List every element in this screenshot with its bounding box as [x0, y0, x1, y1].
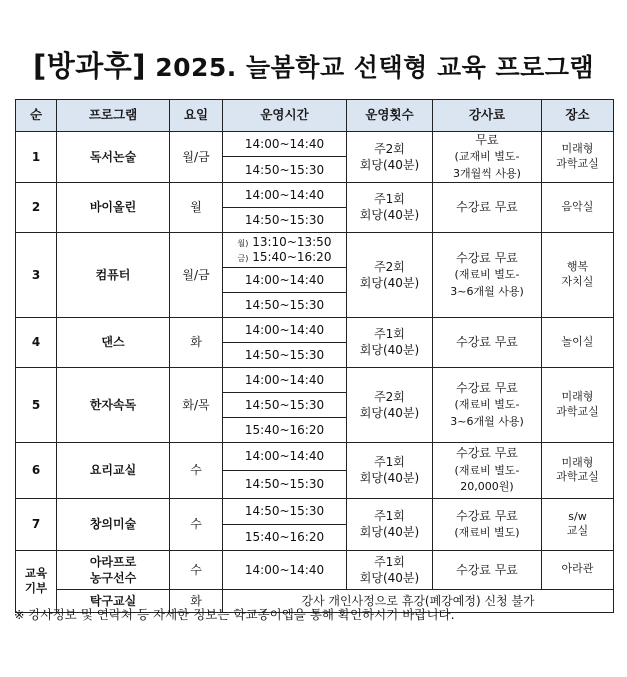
donation-fee: 수강료 무료: [433, 550, 542, 589]
row-time: 14:50~15:30: [223, 342, 347, 367]
row-time: 14:50~15:30: [223, 470, 347, 498]
table-row: [16, 442, 614, 470]
donation-row: [16, 550, 614, 589]
row-day: 수: [170, 498, 223, 550]
header-day: 요일: [170, 100, 223, 132]
row-count: 주1회 회당(40분): [347, 442, 433, 498]
row-fee: 수강료 무료 (재료비 별도): [433, 498, 542, 550]
row-count: 주1회 회당(40분): [347, 498, 433, 550]
row-fee: 수강료 무료: [433, 182, 542, 232]
row-no: 3: [16, 232, 57, 317]
row-time: 15:40~16:20: [223, 417, 347, 442]
row-time: 14:00~14:40: [223, 267, 347, 292]
row-no: 6: [16, 442, 57, 498]
row-time: 14:50~15:30: [223, 392, 347, 417]
row-count: 주2회 회당(40분): [347, 132, 433, 183]
row-program: 요리교실: [57, 442, 170, 498]
footnote: ※ 강사정보 및 연락처 등 자세한 정보는 학교종이앱을 통해 확인하시기 바랍니다.: [14, 607, 455, 622]
row-no: 2: [16, 182, 57, 232]
donation-program: 아라프로 농구선수: [57, 550, 170, 589]
row-place: 미래형 과학교실: [542, 442, 614, 498]
table-row: [16, 367, 614, 392]
row-place: s/w 교실: [542, 498, 614, 550]
row-day: 화/목: [170, 367, 223, 442]
row-fee: 수강료 무료 (재료비 별도- 3~6개월 사용): [433, 367, 542, 442]
row-day: 수: [170, 442, 223, 498]
program-table: [15, 99, 614, 613]
header-fee: 강사료: [433, 100, 542, 132]
table-row: [16, 232, 614, 267]
row-fee: 수강료 무료 (재료비 별도- 3~6개월 사용): [433, 232, 542, 317]
header-program: 프로그램: [57, 100, 170, 132]
row-count: 주2회 회당(40분): [347, 232, 433, 317]
donation-day: 수: [170, 550, 223, 589]
row-count: 주1회 회당(40분): [347, 317, 433, 367]
row-day: 월: [170, 182, 223, 232]
row-place: 미래형 과학교실: [542, 132, 614, 183]
row-no: 7: [16, 498, 57, 550]
donation-label: 교육 기부: [16, 550, 57, 612]
row-program: 한자속독: [57, 367, 170, 442]
row-time: 14:00~14:40: [223, 367, 347, 392]
title-bracket: [방과후]: [32, 49, 146, 83]
row-place: 행복 자치실: [542, 232, 614, 317]
header-no: 순: [16, 100, 57, 132]
table-row: [16, 498, 614, 524]
row-place: 놀이실: [542, 317, 614, 367]
donation-day: 화: [170, 589, 223, 612]
row-program: 댄스: [57, 317, 170, 367]
row-time-split: 월) 13:10~13:50 금) 15:40~16:20: [223, 232, 347, 267]
header-row: [16, 100, 614, 132]
row-time: 14:00~14:40: [223, 132, 347, 157]
row-count: 주1회 회당(40분): [347, 182, 433, 232]
row-place: 미래형 과학교실: [542, 367, 614, 442]
row-fee: 수강료 무료 (재료비 별도- 20,000원): [433, 442, 542, 498]
row-fee: 무료 (교재비 별도- 3개월씩 사용): [433, 132, 542, 183]
header-count: 운영횟수: [347, 100, 433, 132]
header-place: 장소: [542, 100, 614, 132]
table-row: [16, 317, 614, 342]
donation-time: 14:00~14:40: [223, 550, 347, 589]
row-time: 14:00~14:40: [223, 442, 347, 470]
row-count: 주2회 회당(40분): [347, 367, 433, 442]
row-program: 독서논술: [57, 132, 170, 183]
row-fee: 수강료 무료: [433, 317, 542, 367]
row-day: 월/금: [170, 132, 223, 183]
donation-note: 강사 개인사정으로 휴강(폐강예정) 신청 불가: [223, 589, 614, 612]
row-no: 4: [16, 317, 57, 367]
header-time: 운영시간: [223, 100, 347, 132]
row-time: 14:50~15:30: [223, 292, 347, 317]
row-time: 15:40~16:20: [223, 524, 347, 550]
donation-program: 탁구교실: [57, 589, 170, 612]
row-place: 음악실: [542, 182, 614, 232]
donation-count: 주1회 회당(40분): [347, 550, 433, 589]
row-time: 14:50~15:30: [223, 157, 347, 182]
row-day: 월/금: [170, 232, 223, 317]
row-program: 바이올린: [57, 182, 170, 232]
title-text: 2025. 늘봄학교 선택형 교육 프로그램: [155, 53, 595, 82]
row-time: 14:00~14:40: [223, 182, 347, 207]
row-time: 14:50~15:30: [223, 207, 347, 232]
row-no: 5: [16, 367, 57, 442]
row-program: 창의미술: [57, 498, 170, 550]
row-no: 1: [16, 132, 57, 183]
table-row: [16, 182, 614, 207]
table-row: [16, 132, 614, 157]
row-day: 화: [170, 317, 223, 367]
page-title: [0, 44, 627, 85]
row-time: 14:50~15:30: [223, 498, 347, 524]
row-program: 컴퓨터: [57, 232, 170, 317]
donation-place: 아라관: [542, 550, 614, 589]
row-time: 14:00~14:40: [223, 317, 347, 342]
